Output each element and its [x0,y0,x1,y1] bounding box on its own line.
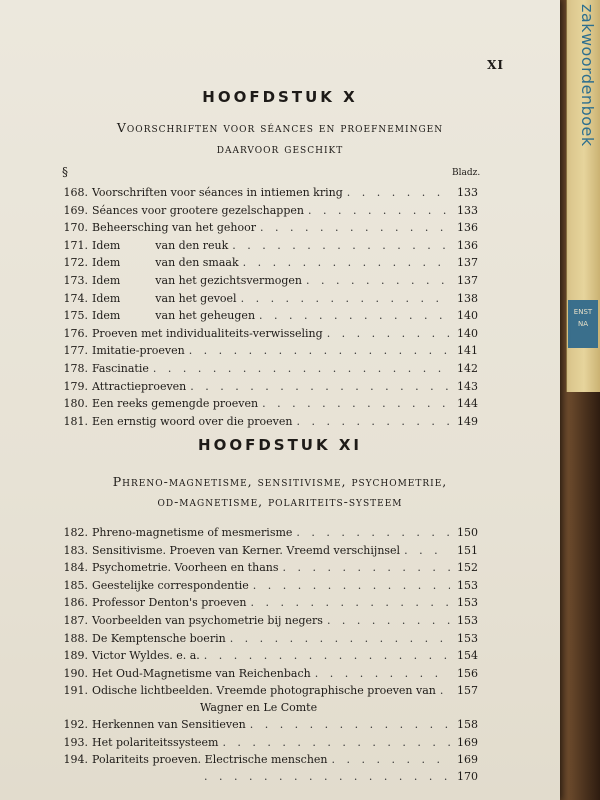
toc-entry-number: 172. [63,256,88,270]
toc-entry-title: Séances voor grootere gezelschappen [92,203,304,217]
toc-entry [58,307,478,325]
toc-entry-page: 133 [457,186,478,199]
toc-entry-title: Polariteits proeven. Electrische menschen [92,753,328,767]
toc-entry-page: 158 [457,717,478,731]
toc-entry [58,342,478,360]
toc-entry [58,360,478,378]
toc-entry-title: Geestelijke correspondentie [92,578,249,592]
toc-entry-title: Odische lichtbeelden. Vreemde photographische proeven van [92,684,436,698]
toc-entry-number: 187. [63,613,88,627]
toc-entry-page: 149 [457,414,478,428]
toc-leader-dots [228,237,450,255]
toc-leader-dots [328,751,451,769]
toc-leader-dots [239,254,450,272]
toc-leader-dots [292,524,450,542]
toc-entry-number [58,769,92,785]
toc-entry-page: 153 [457,596,478,610]
toc-entry-page: 144 [457,397,478,411]
toc-entry-number: 182. [63,526,88,539]
toc-entry-title: Psychometrie. Voorheen en thans [92,561,279,575]
toc-entry [58,202,478,220]
bladz-label: Bladz. [452,168,481,178]
toc-entry-page: 143 [457,379,478,393]
toc-entry-number: 193. [63,735,88,749]
toc-entry-title: Idem van den smaak [92,256,239,270]
toc-entry-number: 170. [63,221,88,235]
toc-leader-dots [436,682,450,700]
toc-entry-number: 191. [63,684,88,698]
toc-entry-page: 142 [457,361,478,375]
toc-entry-number: 177. [63,344,88,358]
chapter-x-subtitle-line-2: daarvoor geschikt [216,141,344,156]
book-spine-title: zakwoordenboek [578,4,597,147]
book-spine-label: ENST NA [568,300,598,348]
toc-entry [58,184,478,202]
toc-entry-page: 136 [457,221,478,235]
toc-entry-title: Een ernstig woord over die proeven [92,414,293,428]
toc-entry-title: Het polariteitssysteem [92,735,219,749]
toc-leader-dots [304,202,450,220]
toc-entry [58,378,478,396]
toc-entry-title: Fascinatie [92,361,149,375]
toc-leader-dots [246,594,450,612]
toc-entry-title: Idem van het geheugen [92,309,256,323]
chapter-x-toc [58,184,478,430]
toc-entry-number: 173. [63,273,88,287]
toc-leader-dots [237,290,450,308]
toc-leader-dots [302,272,450,290]
toc-leader-dots [249,577,450,595]
toc-entry-number: 179. [63,379,88,393]
toc-entry-number [58,700,92,716]
toc-entry [58,542,478,560]
toc-entry-title: Proeven met individualiteits-verwisseling [92,326,323,340]
toc-entry [58,612,478,630]
toc-entry-page: 169 [457,735,478,749]
toc-entry [58,665,478,683]
toc-entry-number: 192. [63,717,88,731]
toc-leader-dots [246,716,450,734]
toc-entry-page [317,700,345,716]
toc-entry-page: 151 [457,543,478,557]
toc-entry-number: 183. [63,543,88,557]
toc-entry-number: 171. [63,238,88,252]
toc-entry [58,577,478,595]
toc-entry [58,219,478,237]
toc-leader-dots [255,307,450,325]
toc-entry-page: 137 [457,256,478,270]
toc-entry-title: Beheersching van het gehoor [92,221,256,235]
toc-entry-title: Professor Denton's proeven [92,596,247,610]
toc-entry-page: 133 [457,203,478,217]
toc-entry [58,594,478,612]
section-sign: § [62,165,68,179]
toc-leader-dots [149,360,450,378]
toc-leader-dots [292,413,450,431]
toc-entry-page: 156 [457,666,478,680]
toc-entry [58,734,478,752]
toc-entry [58,413,478,431]
toc-entry-title: Phreno-magnetisme of mesmerisme [92,526,293,539]
toc-leader-dots [323,612,450,630]
toc-entry-number: 169. [63,203,88,217]
toc-entry-title: Sensitivisme. Proeven van Kerner. Vreemd verschijnsel [92,543,401,557]
chapter-xi-subtitle-line-2: od-magnetisme, polariteits-systeem [157,494,403,509]
toc-entry [58,769,478,785]
toc-entry-page: 140 [457,309,478,323]
toc-entry-page: 169 [457,753,478,767]
toc-entry-page: 150 [457,526,478,539]
toc-leader-dots [311,665,450,683]
toc-entry [58,395,478,413]
toc-entry [58,559,478,577]
toc-leader-dots [185,342,450,360]
toc-entry-page: 153 [457,631,478,645]
toc-entry [58,751,478,769]
chapter-xi-subtitle-line-1: Phreno-magnetisme, sensitivisme, psychometrie, [112,474,448,489]
toc-entry-page: 137 [457,273,478,287]
toc-entry-number: 189. [63,649,88,663]
toc-entry [58,254,478,272]
toc-entry-title: Wagner en Le Comte [200,700,318,714]
toc-entry-title: Herkennen van Sensitieven [92,717,246,731]
toc-entry-title: Voorbeelden van psychometrie bij negers [92,613,323,627]
toc-leader-dots [226,630,450,648]
toc-entry [58,700,478,716]
toc-entry-number: 181. [63,414,88,428]
toc-leader-dots [200,647,450,665]
chapter-xi-toc [58,524,478,785]
toc-leader-dots [343,184,450,202]
toc-leader-dots [186,378,450,396]
toc-leader-dots [400,542,450,560]
toc-entry-number: 178. [63,361,88,375]
toc-leader-dots [258,395,450,413]
toc-entry-page: 170 [457,769,478,783]
toc-entry-title [92,769,200,785]
toc-entry-number: 186. [63,596,88,610]
toc-entry [58,325,478,343]
toc-entry-page: 152 [457,561,478,575]
toc-leader-dots [256,219,450,237]
toc-entry-title: Imitatie-proeven [92,344,185,358]
page-number: XI [487,58,504,72]
toc-entry [58,682,478,700]
chapter-x-heading: HOOFDSTUK X [202,88,358,106]
toc-entry-page: 140 [457,326,478,340]
toc-entry-number: 190. [63,666,88,680]
toc-leader-dots [200,769,450,785]
toc-entry [58,237,478,255]
toc-leader-dots [218,734,450,752]
toc-entry-title: Idem van het gezichtsvermogen [92,273,303,287]
toc-entry-number: 175. [63,309,88,323]
toc-entry-number: 188. [63,631,88,645]
toc-entry-number: 184. [63,561,88,575]
toc-entry-title: Victor Wyldes. e. a. [92,649,200,663]
toc-entry-number: 180. [63,397,88,411]
toc-entry-page: 153 [457,578,478,592]
toc-entry-number: 194. [63,753,88,767]
toc-entry [58,630,478,648]
toc-entry [58,647,478,665]
toc-entry-title: Attractieproeven [92,379,187,393]
toc-leader-dots [323,325,450,343]
toc-leader-dots [278,559,450,577]
toc-entry-title: Idem van den reuk [92,238,229,252]
toc-entry-page: 138 [457,291,478,305]
toc-entry [58,272,478,290]
toc-entry-title: De Kemptensche boerin [92,631,226,645]
toc-entry-number: 174. [63,291,88,305]
toc-entry [58,290,478,308]
toc-entry-page: 153 [457,613,478,627]
toc-entry [58,716,478,734]
toc-entry [58,524,478,542]
toc-entry-page: 154 [457,649,478,663]
toc-entry-title: Een reeks gemengde proeven [92,397,259,411]
toc-entry-number: 185. [63,578,88,592]
toc-entry-number: 176. [63,326,88,340]
toc-entry-title: Voorschriften voor séances in intiemen kring [92,186,343,199]
chapter-xi-heading: HOOFDSTUK XI [198,436,362,454]
chapter-x-subtitle-line-1: Voorschriften voor séances en proefnemingen [116,120,444,135]
toc-entry-title: Idem van het gevoel [92,291,237,305]
toc-entry-number: 168. [63,186,88,199]
toc-entry-page: 141 [457,344,478,358]
toc-entry-title: Het Oud-Magnetisme van Reichenbach [92,666,311,680]
toc-entry-page: 136 [457,238,478,252]
toc-entry-page: 157 [457,684,478,698]
